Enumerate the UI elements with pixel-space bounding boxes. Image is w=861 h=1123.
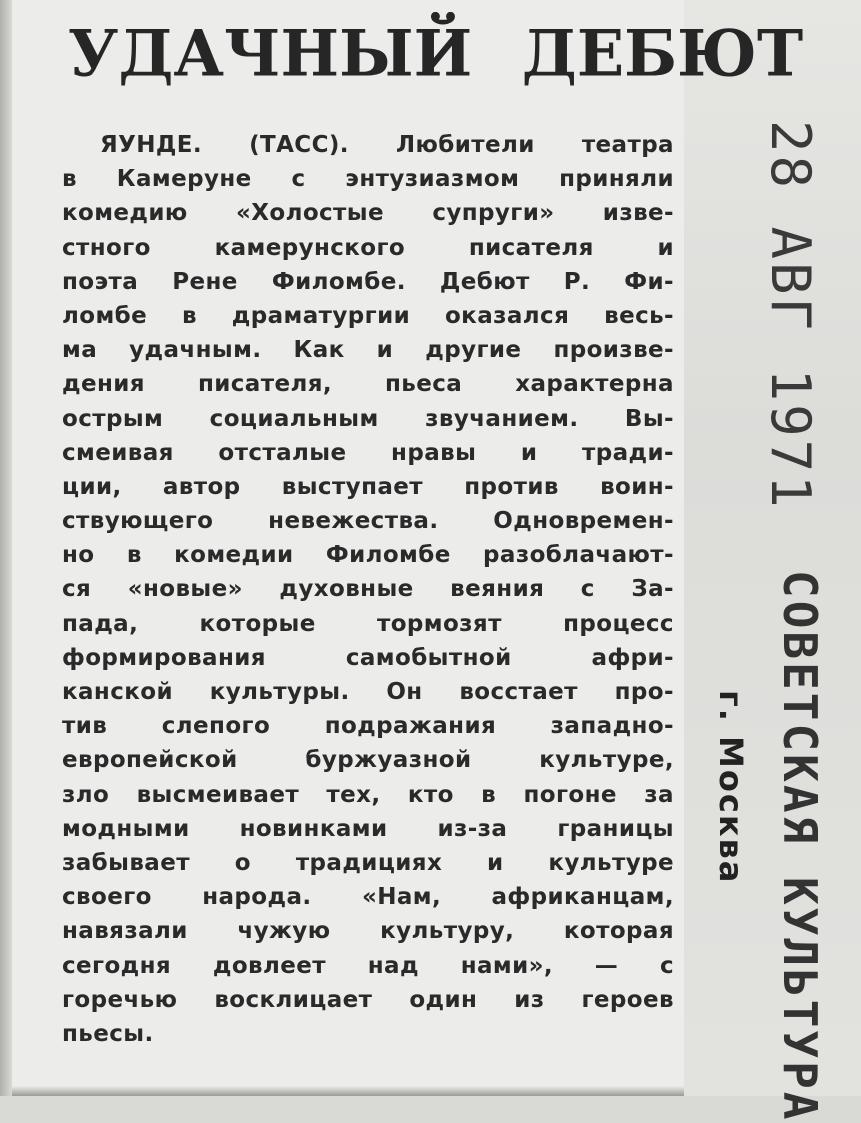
article-word: камерунского <box>214 234 406 261</box>
article-word: Р. <box>563 268 591 295</box>
article-word: процесс <box>563 610 674 637</box>
article-word: звучанием. <box>425 405 579 432</box>
article-word: Дебют <box>439 268 530 295</box>
article-word: из-за <box>437 815 508 842</box>
article-word: горечью <box>62 986 178 1013</box>
article-word: погоне <box>523 781 617 808</box>
article-word: ции, <box>62 473 122 500</box>
article-word: острым <box>62 405 164 432</box>
article-word: выступает <box>281 473 424 500</box>
newspaper-name-stamp: СОВЕТСКАЯ КУЛЬТУРА <box>773 570 827 1123</box>
article-word: восстает <box>459 679 578 705</box>
article-word: изве- <box>602 200 674 227</box>
article-word: западно- <box>550 713 674 740</box>
article-word: отсталые <box>218 439 347 466</box>
article-word: афри- <box>591 644 674 671</box>
article-line <box>62 333 674 367</box>
article-word: ма <box>62 337 98 364</box>
article-word: духовные <box>279 576 414 603</box>
article-word: которые <box>199 610 316 637</box>
article-word: смеивая <box>62 439 174 466</box>
article-line <box>62 196 674 230</box>
article-word: европейской <box>62 747 238 774</box>
article-word: оказался <box>444 302 570 329</box>
article-word: «Холостые <box>235 200 384 227</box>
article-word: произве- <box>553 337 674 364</box>
article-word: ломбе <box>62 302 148 329</box>
article-line <box>62 572 674 606</box>
article-line <box>62 504 674 538</box>
article-word: ствующего <box>62 508 214 535</box>
article-word: новинками <box>239 815 388 842</box>
article-word: автор <box>162 473 241 500</box>
article-word: кто <box>407 781 454 808</box>
article-word: писателя, <box>197 371 332 398</box>
article-word: в <box>181 302 197 329</box>
article-word: культуре, <box>539 747 674 774</box>
article-word: с <box>659 952 674 979</box>
article-line <box>62 675 674 709</box>
article-line <box>62 299 674 333</box>
article-line <box>62 436 674 470</box>
article-word: (ТАСС). <box>249 132 349 158</box>
article-word: пьеса <box>385 371 463 398</box>
article-word: невежества. <box>268 508 439 535</box>
article-word: с <box>580 576 595 603</box>
article-word: удачным. <box>129 337 262 364</box>
article-word: в <box>126 542 142 569</box>
scan-left-edge <box>0 0 12 1096</box>
article-word: довлеет <box>212 952 326 979</box>
article-line <box>62 778 674 812</box>
article-word: нами», <box>460 952 554 979</box>
article-line <box>62 367 674 401</box>
article-body <box>62 128 674 1051</box>
article-word: модными <box>62 815 190 842</box>
article-word: над <box>367 952 419 979</box>
article-word: Любители <box>396 132 535 158</box>
article-line <box>62 470 674 504</box>
article-word: воин- <box>600 473 674 500</box>
article-word: но <box>62 542 95 569</box>
clipping-bottom-edge <box>12 1086 684 1096</box>
article-word: Филомбе. <box>271 268 406 295</box>
article-word: и <box>376 337 394 364</box>
date-stamp: 28 АВГ 1971 <box>759 120 822 511</box>
article-word: восклицает <box>214 986 373 1013</box>
article-word: подражания <box>324 713 497 740</box>
article-word: и <box>487 849 504 876</box>
article-word: «новые» <box>127 576 243 603</box>
article-word: культуры. <box>209 679 350 705</box>
article-word: Он <box>386 679 423 705</box>
article-word: тех, <box>326 781 381 808</box>
article-word: стного <box>62 234 151 261</box>
article-word: Филомбе <box>325 542 451 569</box>
article-line <box>62 709 674 743</box>
article-word: культуру, <box>380 918 515 945</box>
article-word: африканцам, <box>491 884 674 911</box>
article-word: тормозят <box>376 610 502 637</box>
article-word: в <box>481 781 497 808</box>
article-word: Как <box>293 337 345 364</box>
article-line <box>62 949 674 983</box>
article-word: драматургии <box>231 302 411 329</box>
article-word: которая <box>563 918 674 945</box>
article-word: и <box>520 439 538 466</box>
article-word: За- <box>631 576 674 603</box>
article-line <box>62 812 674 846</box>
article-word: традициях <box>295 849 443 876</box>
article-word: Одновремен- <box>493 508 674 535</box>
article-word: ЯУНДЕ. <box>100 132 203 158</box>
article-word: — <box>594 952 619 979</box>
article-line <box>62 641 674 675</box>
article-word: другие <box>425 337 522 364</box>
article-word: тив <box>62 713 108 740</box>
article-line <box>62 162 674 196</box>
article-line <box>62 880 674 914</box>
article-word: писателя <box>468 234 594 261</box>
article-word: зло <box>62 781 110 808</box>
article-word: пада, <box>62 610 139 637</box>
article-word: за <box>644 781 674 808</box>
article-word: границы <box>557 815 674 842</box>
article-word: про- <box>614 679 674 705</box>
article-word: поэта <box>62 268 139 295</box>
article-word: один <box>409 986 478 1013</box>
article-word: нравы <box>391 439 477 466</box>
article-word: формирования <box>62 644 266 671</box>
article-word: Вы- <box>624 405 674 432</box>
article-word: дения <box>62 371 145 398</box>
article-word: супруги» <box>432 200 555 227</box>
article-line <box>62 1017 674 1051</box>
article-word: героев <box>581 986 674 1013</box>
article-line <box>62 914 674 948</box>
article-line <box>62 743 674 777</box>
article-word: «Нам, <box>361 884 442 911</box>
article-word: социальным <box>209 405 379 432</box>
article-word: Камеруне <box>116 166 252 193</box>
article-word: в <box>62 166 77 193</box>
article-word: против <box>464 473 559 500</box>
article-headline: УДАЧНЫЙ ДЕБЮТ <box>68 16 804 91</box>
article-line <box>62 607 674 641</box>
city-stamp: г. Москва <box>712 690 750 885</box>
article-word: Фи- <box>624 268 674 295</box>
article-line <box>62 983 674 1017</box>
article-word: народа. <box>202 884 312 911</box>
article-word: с <box>291 166 306 193</box>
article-line <box>62 265 674 299</box>
article-word: буржуазной <box>305 747 472 774</box>
article-word: пьесы. <box>62 1020 154 1047</box>
article-word: сегодня <box>62 952 172 979</box>
article-word: канской <box>62 679 173 705</box>
article-word: и <box>657 234 674 261</box>
article-word: ся <box>62 576 92 603</box>
article-line <box>62 128 674 162</box>
article-word: энтузиазмом <box>345 166 520 193</box>
article-word: о <box>234 849 251 876</box>
article-word: забывает <box>62 849 190 876</box>
article-word: весь- <box>604 302 674 329</box>
article-word: своего <box>62 884 152 911</box>
article-word: тради- <box>582 439 674 466</box>
article-word: разоблачают- <box>483 542 674 569</box>
article-word: комедию <box>62 200 188 227</box>
article-word: характерна <box>515 371 674 398</box>
article-word: веяния <box>450 576 545 603</box>
article-word: чужую <box>237 918 331 945</box>
article-line <box>62 231 674 265</box>
article-word: из <box>514 986 545 1013</box>
article-word: приняли <box>559 166 674 193</box>
article-line <box>62 538 674 572</box>
article-word: Рене <box>172 268 238 295</box>
article-word: самобытной <box>345 644 512 671</box>
article-word: навязали <box>62 918 188 945</box>
article-line <box>62 402 674 436</box>
article-word: театра <box>581 132 674 158</box>
article-word: комедии <box>174 542 294 569</box>
article-word: высмеивает <box>136 781 300 808</box>
article-line <box>62 846 674 880</box>
article-word: слепого <box>161 713 271 740</box>
article-word: культуре <box>548 849 674 876</box>
